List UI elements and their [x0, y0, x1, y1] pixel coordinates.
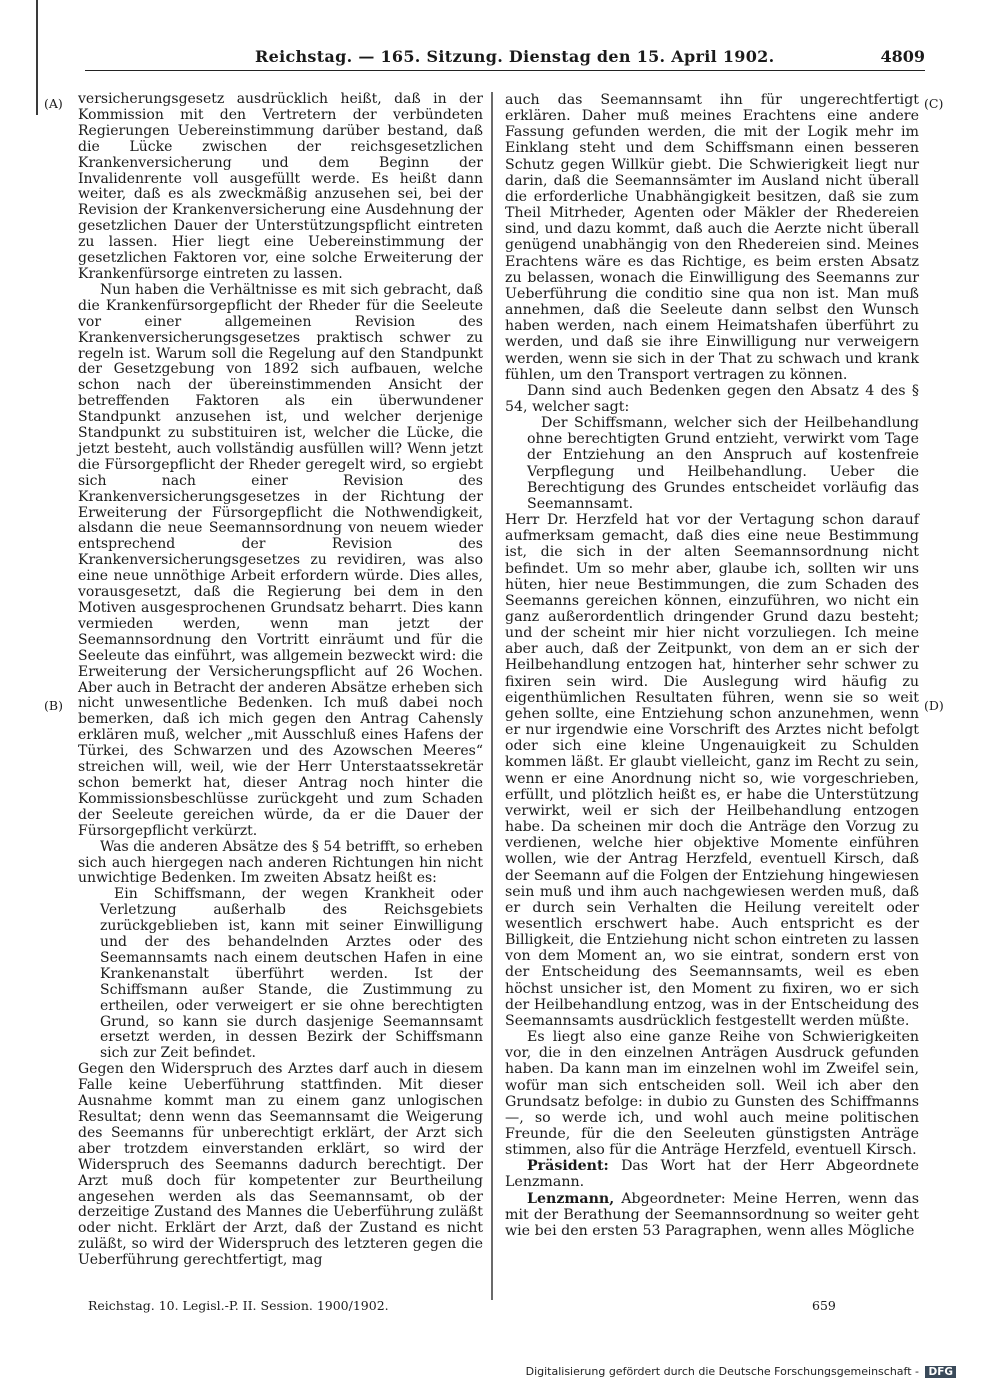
page-number: 4809 — [880, 47, 925, 66]
lenzmann-label: Lenzmann, — [527, 1190, 615, 1207]
page-title: Reichstag. — 165. Sitzung. Dienstag den 15. April 1902. — [255, 47, 775, 66]
margin-mark-b: (B) — [44, 698, 63, 713]
header-rule — [85, 70, 925, 71]
left-paragraph-4: Gegen den Widerspruch des Arztes darf auch in diesem Falle keine Ueberführung stattfinden. Mit dieser Ausnahme kommt man zu einem ganz unlogischen Resultat; denn wenn das Seemannsamt die Weigerung des Seemanns für unberechtigt erklärt, der Arzt sich aber trotzdem einverstanden erklärt, so wird der Widerspruch des Seemanns dadurch berechtigt. Der Arzt muß doch für kompetenter zur Beurtheilung angesehen werden als das Seemannsamt, ob der derzeitige Zustand des Mannes die Ueberführung zuläßt oder nicht. Erklärt der Arzt, daß der Zustand es nicht zuläßt, so wird der Widerspruch des letzteren gegen die Ueberführung gerechtfertigt, mag — [78, 1061, 483, 1269]
margin-mark-c: (C) — [924, 96, 944, 111]
page-header — [85, 45, 925, 69]
president-text: Das Wort hat der Herr Abgeordnete Lenzmann. — [505, 1158, 919, 1191]
footer-page-number: 659 — [812, 1298, 836, 1313]
margin-mark-a: (A) — [44, 96, 63, 111]
right-paragraph-2: Dann sind auch Bedenken gegen den Absatz 4 des § 54, welcher sagt: — [505, 382, 919, 415]
left-paragraph-1: versicherungsgesetz ausdrücklich heißt, daß in der Kommission mit den Vertretern der verbündeten Regierungen Uebereinstimmung darüber bestand, daß die Lücke zwischen der reichsgesetzlichen Krankenversicherung und dem Beginn der Invalidenrente voll ausgefüllt werde. Es heißt dann weiter, daß es als zweckmäßig anzusehen sei, bei der Revision der Krankenversicherung eine Ausdehnung der gesetzlichen Dauer der Unterstützungspflicht eintreten zu lassen. Hier liegt eine Uebereinstimmung der gesetzlichen Faktoren vor, eine solche Erweiterung der Krankenfürsorge eintreten zu lassen. — [78, 91, 483, 282]
column-divider — [491, 92, 493, 1300]
left-quote: Ein Schiffsmann, der wegen Krankheit oder Verletzung außerhalb des Reichsgebiets zurückgeblieben ist, kann mit seiner Einwilligung und der des behandelnden Arztes oder des Seemannsamts nach einem deutschen Hafen in eine Krankenanstalt überführt werden. Ist der Schiffsmann außer Stande, die Zustimmung zu ertheilen, oder verweigert er sie ohne berechtigten Grund, so kann sie durch dasjenige Seemannsamt ersetzt werden, in dessen Bezirk der Schiffsmann sich zur Zeit befindet. — [100, 886, 483, 1062]
right-column — [505, 92, 919, 1239]
credit-text: Digitalisierung gefördert durch die Deutsche Forschungsgemeinschaft - — [525, 1365, 919, 1378]
right-paragraph-3: Herr Dr. Herzfeld hat vor der Vertagung schon darauf aufmerksam gemacht, daß dies eine neue Bestimmung ist, die sich in der alten Seemannsordnung nicht befindet. Um so mehr aber, glaube ich, sollten wir uns hüten, hier neue Bestimmungen, die zum Schaden des Seemanns gereichen können, einzuführen, wo nicht ein ganz außerordentlich dringender Grund dazu besteht; und der scheint mir hier nicht vorzuliegen. Ich meine aber auch, daß der Zeitpunkt, von dem an er sich der Heilbehandlung entzogen hat, hinterher sehr schwer zu fixiren sein wird. Die Auslegung wird häufig zu eigenthümlichen Resultaten führen, wenn sie so weit gehen sollte, eine Entziehung schon anzunehmen, wenn er nur irgendwie eine Vorschrift des Arztes nicht befolgt oder sich eine kleine Ungenauigkeit zu Schulden kommen läßt. Er glaubt vielleicht, ganz im Recht zu sein, wenn er eine Anordnung nicht so, wie vorgeschrieben, erfüllt, und plötzlich heißt es, er habe die Unterstützung verwirkt, weil er sich der Heilbehandlung entzogen habe. Da scheinen mir doch die Anträge den Vorzug zu verdienen, welche hier objektive Momente einführen wollen, wie der Antrag Herzfeld, eventuell Kirsch, daß der Seemann auf die Folgen der Entziehung hingewiesen sein muß und ihm auch nachgewiesen werden muß, daß er durch sein Verhalten die Heilung vereitelt oder wesentlich erschwert habe. Auch entspricht es der Billigkeit, die Entziehung nicht schon eintreten zu lassen von dem Moment an, wo sie eintrat, sondern erst von der Entscheidung des Seemannsamts, weil es eben höchst unsicher ist, den Moment zu fixiren, wo er sich der Heilbehandlung entzog, was in der Entscheidung des Seemannsamts ausdrücklich festgestellt werden müßte. — [505, 512, 919, 1029]
right-paragraph-1: auch das Seemannsamt ihn für ungerechtfertigt erklären. Daher muß meines Erachtens eine andere Fassung gefunden werden, die mit der Logik mehr im Einklang steht und dem Schiffsmann einen besseren Schutz gegen Willkür giebt. Die Schwierigkeit liegt nur darin, daß die Seemannsämter im Ausland nicht überall die erforderliche Unabhängigkeit besitzen, daß sie zum Theil Mitrheder, Agenten oder Mäkler der Rhedereien sind, und dazu kommt, daß auch die Aerzte nicht überall genügend unabhängig von den Rhedereien sind. Meines Erachtens wäre es das Richtige, es beim ersten Absatz zu belassen, wonach die Einwilligung des Seemanns zur Ueberführung die conditio sine qua non ist. Man muß annehmen, daß die Seeleute dann selbst den Wunsch haben werden, nach einem Heimatshafen überführt zu werden, und daß sie ihre Einwilligung nur verweigern werden, wenn sie sich in der That zu schwach und krank fühlen, um den Transport vertragen zu können. — [505, 92, 919, 383]
footer-left: Reichstag. 10. Legisl.-P. II. Session. 1900/1902. — [88, 1298, 389, 1313]
left-column — [78, 92, 483, 1269]
lenzmann-text: Abgeordneter: Meine Herren, wenn das mit der Berathung der Seemannsordnung so weiter geht wie bei den ersten 53 Paragraphen, wenn alles Mögliche — [505, 1190, 919, 1239]
left-paragraph-3: Was die anderen Absätze des § 54 betrifft, so erheben sich auch hiergegen nach anderen Richtungen hin nicht unwichtige Bedenken. Im zweiten Absatz heißt es: — [78, 838, 483, 887]
digitization-credit — [526, 1365, 956, 1378]
right-paragraph-4: Es liegt also eine ganze Reihe von Schwierigkeiten vor, die in den einzelnen Anträgen Ausdruck gefunden haben. Da kann man im einzelnen wohl im Zweifel sein, wofür man sich entscheiden soll. Weil ich aber den Grundsatz befolge: in dubio zu Gunsten des Schiffmanns —, so werde ich, und wohl auch meine politischen Freunde, für die den Seeleuten günstigsten Anträge stimmen, also für die Anträge Herzfeld, eventuell Kirsch. — [505, 1029, 919, 1159]
margin-mark-d: (D) — [924, 698, 944, 713]
lenzmann-paragraph — [505, 1191, 919, 1239]
dfg-logo: DFG — [925, 1366, 956, 1378]
page-edge-line — [36, 0, 38, 115]
right-quote: Der Schiffsmann, welcher sich der Heilbehandlung ohne berechtigten Grund entzieht, verwirkt vom Tage der Entziehung an den Anspruch auf kostenfreie Verpflegung und Heilbehandlung. Ueber die Berechtigung des Grundes entscheidet vorläufig das Seemannsamt. — [527, 415, 919, 512]
president-label: Präsident: — [527, 1158, 609, 1175]
president-paragraph — [505, 1158, 919, 1190]
left-paragraph-2: Nun haben die Verhältnisse es mit sich gebracht, daß die Krankenfürsorgepflicht der Rheder für die Seeleute vor einer allgemeinen Revision des Krankenversicherungsgesetzes praktisch schwer zu regeln ist. Warum soll die Regelung auf den Standpunkt der Gesetzgebung von 1892 sich aufbauen, welche schon nach der übereinstimmenden Ansicht der betreffenden Faktoren als ein überwundener Standpunkt anzusehen ist, und welcher derjenige Standpunkt zu substituiren ist, welcher die Lücke, die jetzt besteht, auch vollständig ausfüllen will? Wenn jetzt die Fürsorgepflicht der Rheder geregelt wird, so ergiebt sich nach einer Revision des Krankenversicherungsgesetzes in der Richtung der Erweiterung der Fürsorgepflicht die Nothwendigkeit, alsdann die neue Seemannsordnung von neuem wieder entsprechend der Revision des Krankenversicherungsgesetzes zu revidiren, was also eine neue unnöthige Arbeit erfordern würde. Dies alles, vorausgesetzt, daß die Regierung bei dem in den Motiven ausgesprochenen Grundsatz beharrt. Dies kann vermieden werden, wenn man jetzt der Seemannsordnung den Vortritt einräumt und für die Seeleute das einführt, was allgemein bezweckt wird: die Erweiterung der Versicherungspflicht auf 26 Wochen. Aber auch in Betracht der anderen Absätze erheben sich nicht unwesentliche Bedenken. Ich muß dabei noch bemerken, daß ich mich gegen den Antrag Cahensly erklären muß, welcher „mit Ausschluß eines Hafens der Türkei, des Schwarzen und des Azowschen Meeres“ streichen will, weil, wie der Herr Unterstaatssekretär schon bemerkt hat, dieser Antrag noch hinter die Kommissionsbeschlüsse zurückgeht und zum Schaden der Seeleute gereichen würde, da er die Dauer der Fürsorgepflicht verkürzt. — [78, 281, 483, 839]
